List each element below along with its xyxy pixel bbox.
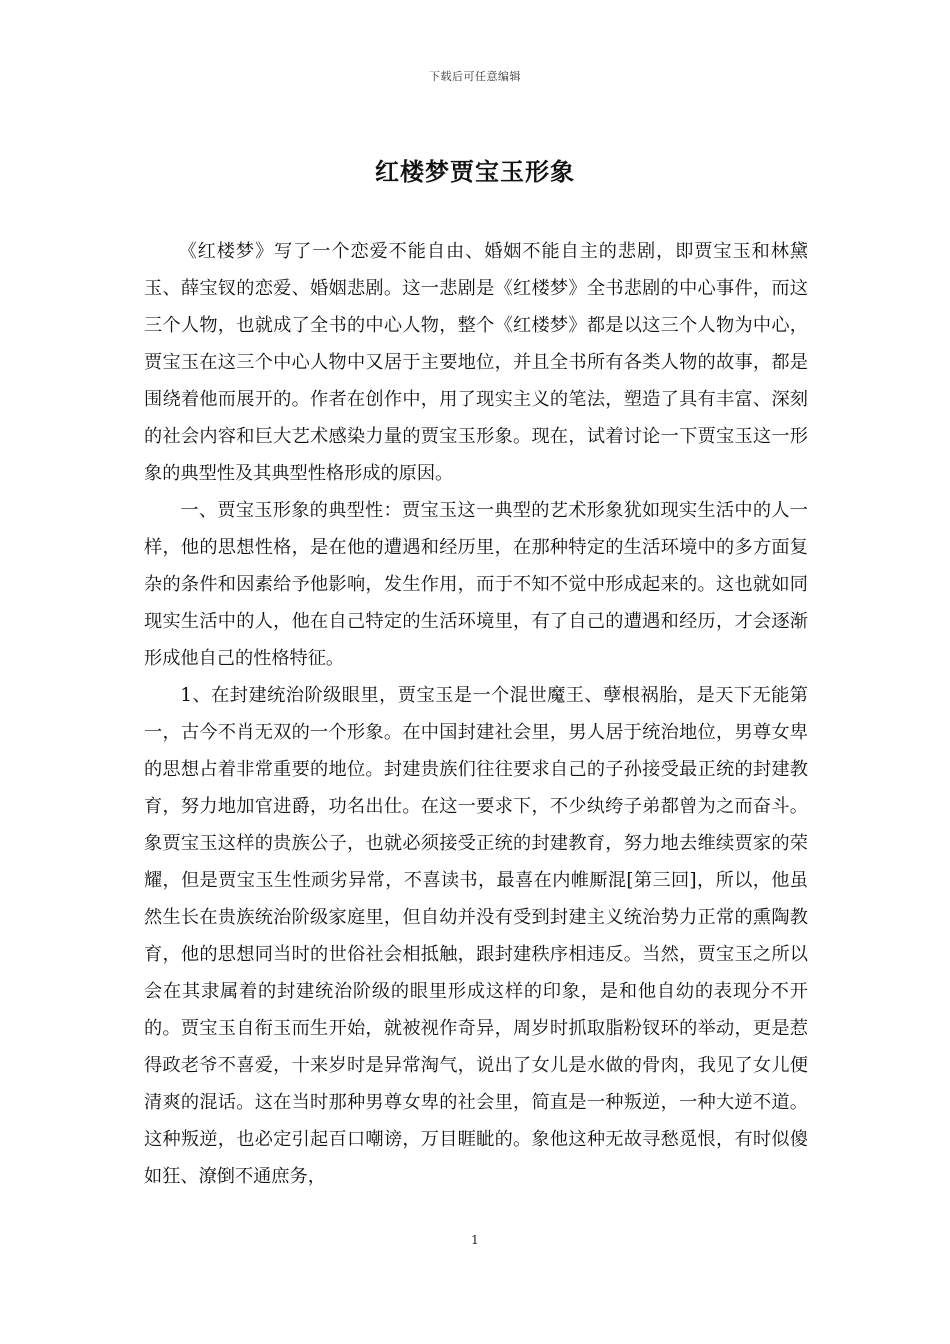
paragraph-intro: 《红楼梦》写了一个恋爱不能自由、婚姻不能自主的悲剧，即贾宝玉和林黛玉、薛宝钗的恋爱、婚姻悲剧。这一悲剧是《红楼梦》全书悲剧的中心事件，而这三个人物，也就成了全书的中心人物，整个《红楼梦》都是以这三个人物为中心，贾宝玉在这三个中心人物中又居于主要地位，并且全书所有各类人物的故事，都是围绕着他而展开的。作者在创作中，用了现实主义的笔法，塑造了具有丰富、深刻的社会内容和巨大艺术感染力量的贾宝玉形象。现在，试着讨论一下贾宝玉这一形象的典型性及其典型性格形成的原因。 [144,241,808,484]
paragraph-point-one: 1、在封建统治阶级眼里，贾宝玉是一个混世魔王、孽根祸胎，是天下无能第一，古今不肖无双的一个形象。在中国封建社会里，男人居于统治地位，男尊女卑的思想占着非常重要的地位。封建贵族们往往要求自己的子孙接受最正统的封建教育，努力地加官进爵，功名出仕。在这一要求下，不少纨绔子弟都曾为之而奋斗。象贾宝玉这样的贵族公子，也就必须接受正统的封建教育，努力地去维续贾家的荣耀，但是贾宝玉生性顽劣异常，不喜读书，最喜在内帷厮混[第三回]，所以，他虽然生长在贵族统治阶级家庭里，但自幼并没有受到封建主义统治势力正常的熏陶教育，他的思想同当时的世俗社会相抵触，跟封建秩序相违反。当然，贾宝玉之所以会在其隶属着的封建统治阶级的眼里形成这样的印象，是和他自幼的表现分不开的。贾宝玉自衔玉而生开始，就被视作奇异，周岁时抓取脂粉钗环的举动，更是惹得政老爷不喜爱，十来岁时是异常淘气，说出了女儿是水做的骨肉，我见了女儿便清爽的混话。这在当时那种男尊女卑的社会里，简直是一种叛逆，一种大逆不道。这种叛逆，也必定引起百口嘲谤，万目睚眦的。象他这种无故寻愁觅恨，有时似傻如狂、潦倒不通庶务， [144,685,808,1187]
page-number: 1 [471,1233,479,1247]
document-body [144,233,808,1195]
paragraph-section-one: 一、贾宝玉形象的典型性：贾宝玉这一典型的艺术形象犹如现实生活中的人一样，他的思想性格，是在他的遭遇和经历里，在那种特定的生活环境中的多方面复杂的条件和因素给予他影响，发生作用，而于不知不觉中形成起来的。这也就如同现实生活中的人，他在自己特定的生活环境里，有了自己的遭遇和经历，才会逐渐形成他自己的性格特征。 [144,500,808,669]
document-title: 红楼梦贾宝玉形象 [375,157,575,186]
header-note: 下载后可任意编辑 [429,70,521,83]
